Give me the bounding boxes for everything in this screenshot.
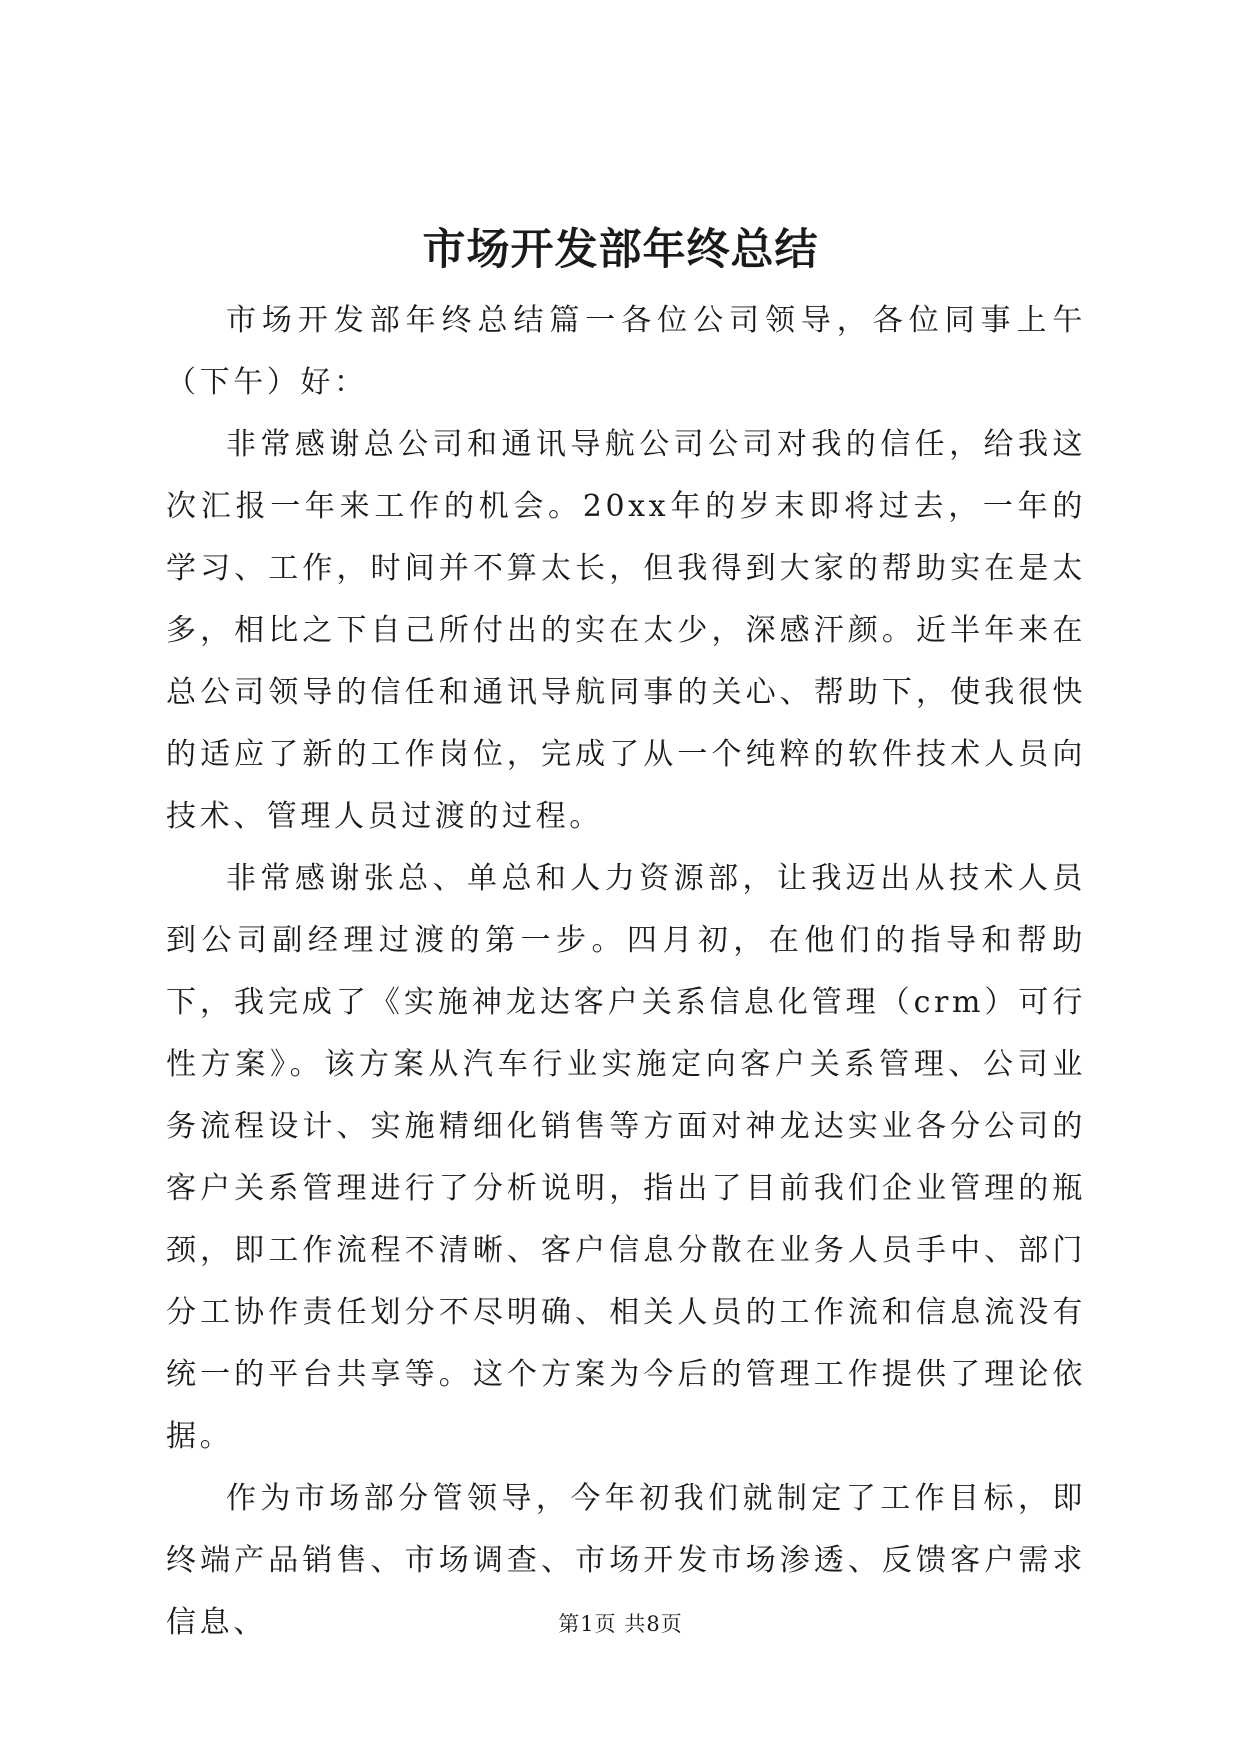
paragraph: 非常感谢张总、单总和人力资源部，让我迈出从技术人员到公司副经理过渡的第一步。四月初，在他们的指导和帮助下，我完成了《实施神龙达客户关系信息化管理（crm）可行性方案》。该方案从汽车行业实施定向客户关系管理、公司业务流程设计、实施精细化销售等方面对神龙达实业各分公司的客户关系管理进行了分析说明，指出了目前我们企业管理的瓶颈，即工作流程不清晰、客户信息分散在业务人员手中、部门分工协作责任划分不尽明确、相关人员的工作流和信息流没有统一的平台共享等。这个方案为今后的管理工作提供了理论依据。 <box>166 861 1086 1454</box>
document-title: 市场开发部年终总结 <box>422 225 819 275</box>
page-footer: 第1页 共8页 <box>558 1612 683 1636</box>
paragraph: 非常感谢总公司和通讯导航公司公司对我的信任，给我这次汇报一年来工作的机会。20xx年的岁末即将过去，一年的学习、工作，时间并不算太长，但我得到大家的帮助实在是太多，相比之下自己所付出的实在太少，深感汗颜。近半年来在总公司领导的信任和通讯导航同事的关心、帮助下，使我很快的适应了新的工作岗位，完成了从一个纯粹的软件技术人员向技术、管理人员过渡的过程。 <box>166 427 1086 834</box>
paragraph: 作为市场部分管领导，今年初我们就制定了工作目标，即终端产品销售、市场调查、市场开发市场渗透、反馈客户需求信息、 <box>166 1481 1086 1640</box>
document-body <box>166 290 1086 1654</box>
paragraph: 市场开发部年终总结篇一各位公司领导，各位同事上午（下午）好： <box>166 303 1086 400</box>
